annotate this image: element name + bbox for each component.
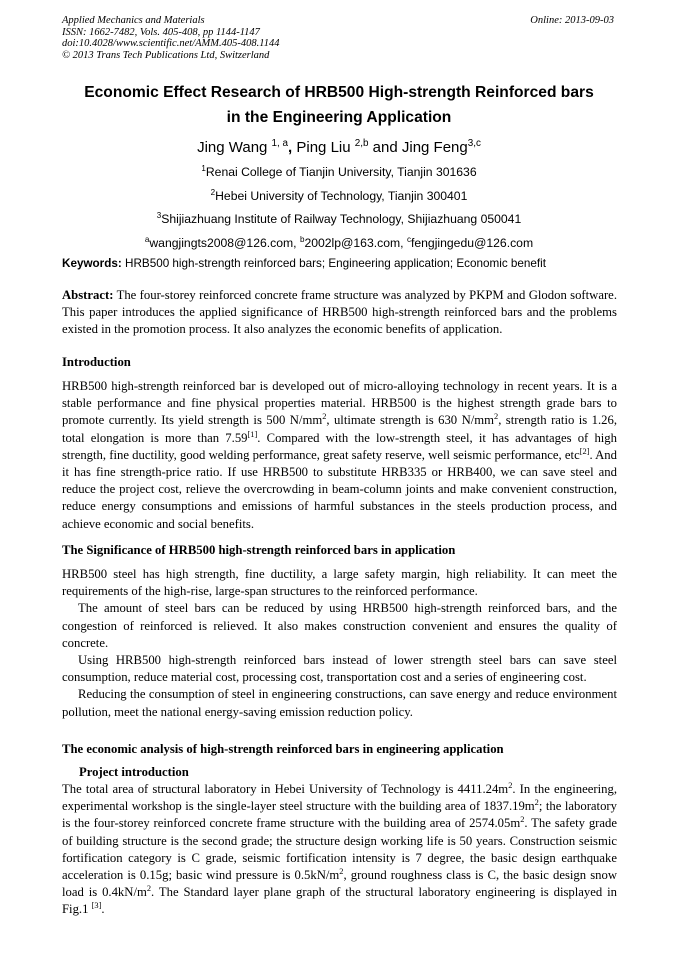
journal-name: Applied Mechanics and Materials — [62, 15, 205, 26]
intro-sup-1: 2 — [322, 412, 327, 422]
journal-copyright: © 2013 Trans Tech Publications Ltd, Switzerland — [62, 49, 270, 61]
introduction-paragraph — [62, 378, 617, 533]
project-sup-5: 2 — [146, 883, 152, 893]
journal-issn: ISSN: 1662-7482, Vols. 405-408, pp 1144-1147 — [62, 26, 260, 38]
project-sup-3: 2 — [520, 815, 525, 825]
affiliation-1-sup: 1 — [201, 163, 206, 173]
affiliations — [40, 161, 638, 255]
intro-text-4: . Compared with the low-strength steel, it has advantages of high strength, fine ductility, good welding performance, great safety reserve, well seismic performance, etc — [62, 430, 617, 462]
project-subheading: Project introduction — [79, 765, 189, 779]
project-text-5: , ground roughness class is C, the basic design snow load is 0.4kN/m — [62, 868, 617, 900]
email-c: fengjingedu@126.com — [410, 235, 534, 250]
abstract — [62, 287, 617, 339]
project-sup-4: 2 — [339, 866, 344, 876]
project-sup-1: 2 — [508, 780, 513, 790]
significance-paragraph-2: The amount of steel bars can be reduced by using HRB500 high-strength reinforced bars, and the congestion of reinforced is relieved. It also makes construction convenient and ensures the quality of concrete. — [62, 601, 617, 650]
economic-heading: The economic analysis of high-strength reinforced bars in engineering application — [62, 742, 504, 756]
significance-paragraph-1: HRB500 steel has high strength, fine ductility, a large safety margin, high reliability. It can meet the requirements of the high-rise, large-span structures to the reinforced performance. — [62, 567, 617, 599]
abstract-label: Abstract: — [62, 288, 114, 302]
keywords — [62, 255, 618, 272]
intro-sup-2: 2 — [494, 412, 499, 422]
intro-text-3: , strength ratio is 1.26, total elongation is more than 7.59 — [62, 413, 617, 445]
project-ref: [3] — [91, 901, 102, 911]
significance-paragraph-3: Using HRB500 high-strength reinforced bars instead of lower strength steel bars can save steel consumption, reduce material cost, processing cost, transportation cost and a series of engineering cost. — [62, 653, 617, 685]
affiliation-2-sup: 2 — [210, 187, 216, 197]
intro-ref-2: [2] — [579, 446, 590, 456]
affiliation-3-text: Shijiazhuang Institute of Railway Technology, Shijiazhuang 050041 — [161, 212, 522, 226]
author-emails — [40, 232, 638, 256]
affiliation-1-text: Renai College of Tianjin University, Tianjin 301636 — [205, 165, 477, 179]
intro-text-2: , ultimate strength is 630 N/mm — [326, 413, 494, 428]
author-list — [40, 138, 638, 158]
affiliation-3 — [40, 208, 638, 232]
significance-heading: The Significance of HRB500 high-strength reinforced bars in application — [62, 543, 456, 557]
project-sup-2: 2 — [534, 797, 539, 807]
email-c-sup: c — [406, 234, 411, 244]
email-a: wangjingts2008@126.com, — [149, 235, 300, 250]
project-text-4: . The safety grade of building structure is the second grade; the structure design working life is 50 years. Construction seismic fortification category is C grade, seismic fortification intensity is 7 degree, the basic design earthquake acceleration is 0.15g; basic wind pressure is 0.5kN/m — [62, 816, 618, 883]
significance-section — [62, 566, 617, 721]
journal-doi: doi:10.4028/www.scientific.net/AMM.405-408.1144 — [62, 38, 280, 50]
project-text-3: ; the laboratory is the four-storey reinforced concrete frame structure with the building area of 2574.05m — [62, 799, 617, 831]
author-separator: , — [288, 139, 297, 156]
author-3-sup: 3,c — [467, 138, 481, 149]
project-text-6: . The Standard layer plane graph of the structural laboratory engineering is displayed in Fig.1 — [62, 885, 617, 917]
significance-paragraph-4: Reducing the consumption of steel in engineering constructions, can save energy and reduce environment pollution, meet the national energy-saving emission reduction policy. — [62, 687, 617, 719]
intro-text-1: HRB500 high-strength reinforced bar is developed out of micro-alloying technology in recent years. It is a stable performance and fine physical properties material. HRB500 is the highest strength grade bars to promote currently. Its yield strength is 500 N/mm — [62, 379, 617, 428]
author-1-sup: 1, a — [271, 138, 289, 149]
author-2-sup: 2,b — [354, 138, 369, 149]
online-date: Online: 2013-09-03 — [530, 15, 614, 26]
author-1: Jing Wang — [197, 139, 272, 156]
email-b-sup: b — [299, 234, 305, 244]
keywords-label: Keywords: — [62, 257, 122, 270]
title-line-2: in the Engineering Application — [226, 109, 452, 126]
affiliation-1 — [40, 161, 638, 185]
project-text-7: . — [101, 902, 105, 917]
author-3: Jing Feng — [401, 139, 468, 156]
introduction-heading: Introduction — [62, 355, 131, 369]
email-a-sup: a — [144, 234, 150, 244]
journal-header — [62, 15, 279, 61]
intro-text-5: . And it has fine strength-price ratio. If use HRB500 to substitute HRB335 or HRB400, we can save steel and reduce the project cost, relieve the overcrowding in beam-column joints and make convenient construction, reduce energy consumptions and emissions of harmful substances in the steels production process, and achieve economic and social benefits. — [62, 447, 617, 531]
author-and: and — [368, 139, 402, 156]
title-line-1: Economic Effect Research of HRB500 High-strength Reinforced bars — [84, 84, 594, 101]
paper-title — [40, 80, 638, 130]
project-text-2: . In the engineering, experimental workshop is the single-layer steel structure with the building area of 1837.19m — [62, 782, 617, 814]
affiliation-2 — [40, 185, 638, 209]
project-text-1: The total area of structural laboratory in Hebei University of Technology is 4411.24m — [62, 782, 509, 796]
intro-ref-1: [1] — [247, 429, 258, 439]
author-2: Ping Liu — [296, 139, 355, 156]
affiliation-3-sup: 3 — [156, 210, 162, 220]
affiliation-2-text: Hebei University of Technology, Tianjin 300401 — [215, 188, 468, 203]
abstract-text: The four-storey reinforced concrete frame structure was analyzed by PKPM and Glodon software. This paper introduces the applied significance of HRB500 high-strength reinforced bars and the problems existed in the promotion process. It also analyzes the economic benefits of application. — [62, 288, 617, 337]
project-paragraph — [62, 781, 617, 919]
email-b: 2002lp@163.com, — [304, 235, 407, 250]
keywords-text: HRB500 high-strength reinforced bars; Engineering application; Economic benefit — [121, 257, 547, 270]
